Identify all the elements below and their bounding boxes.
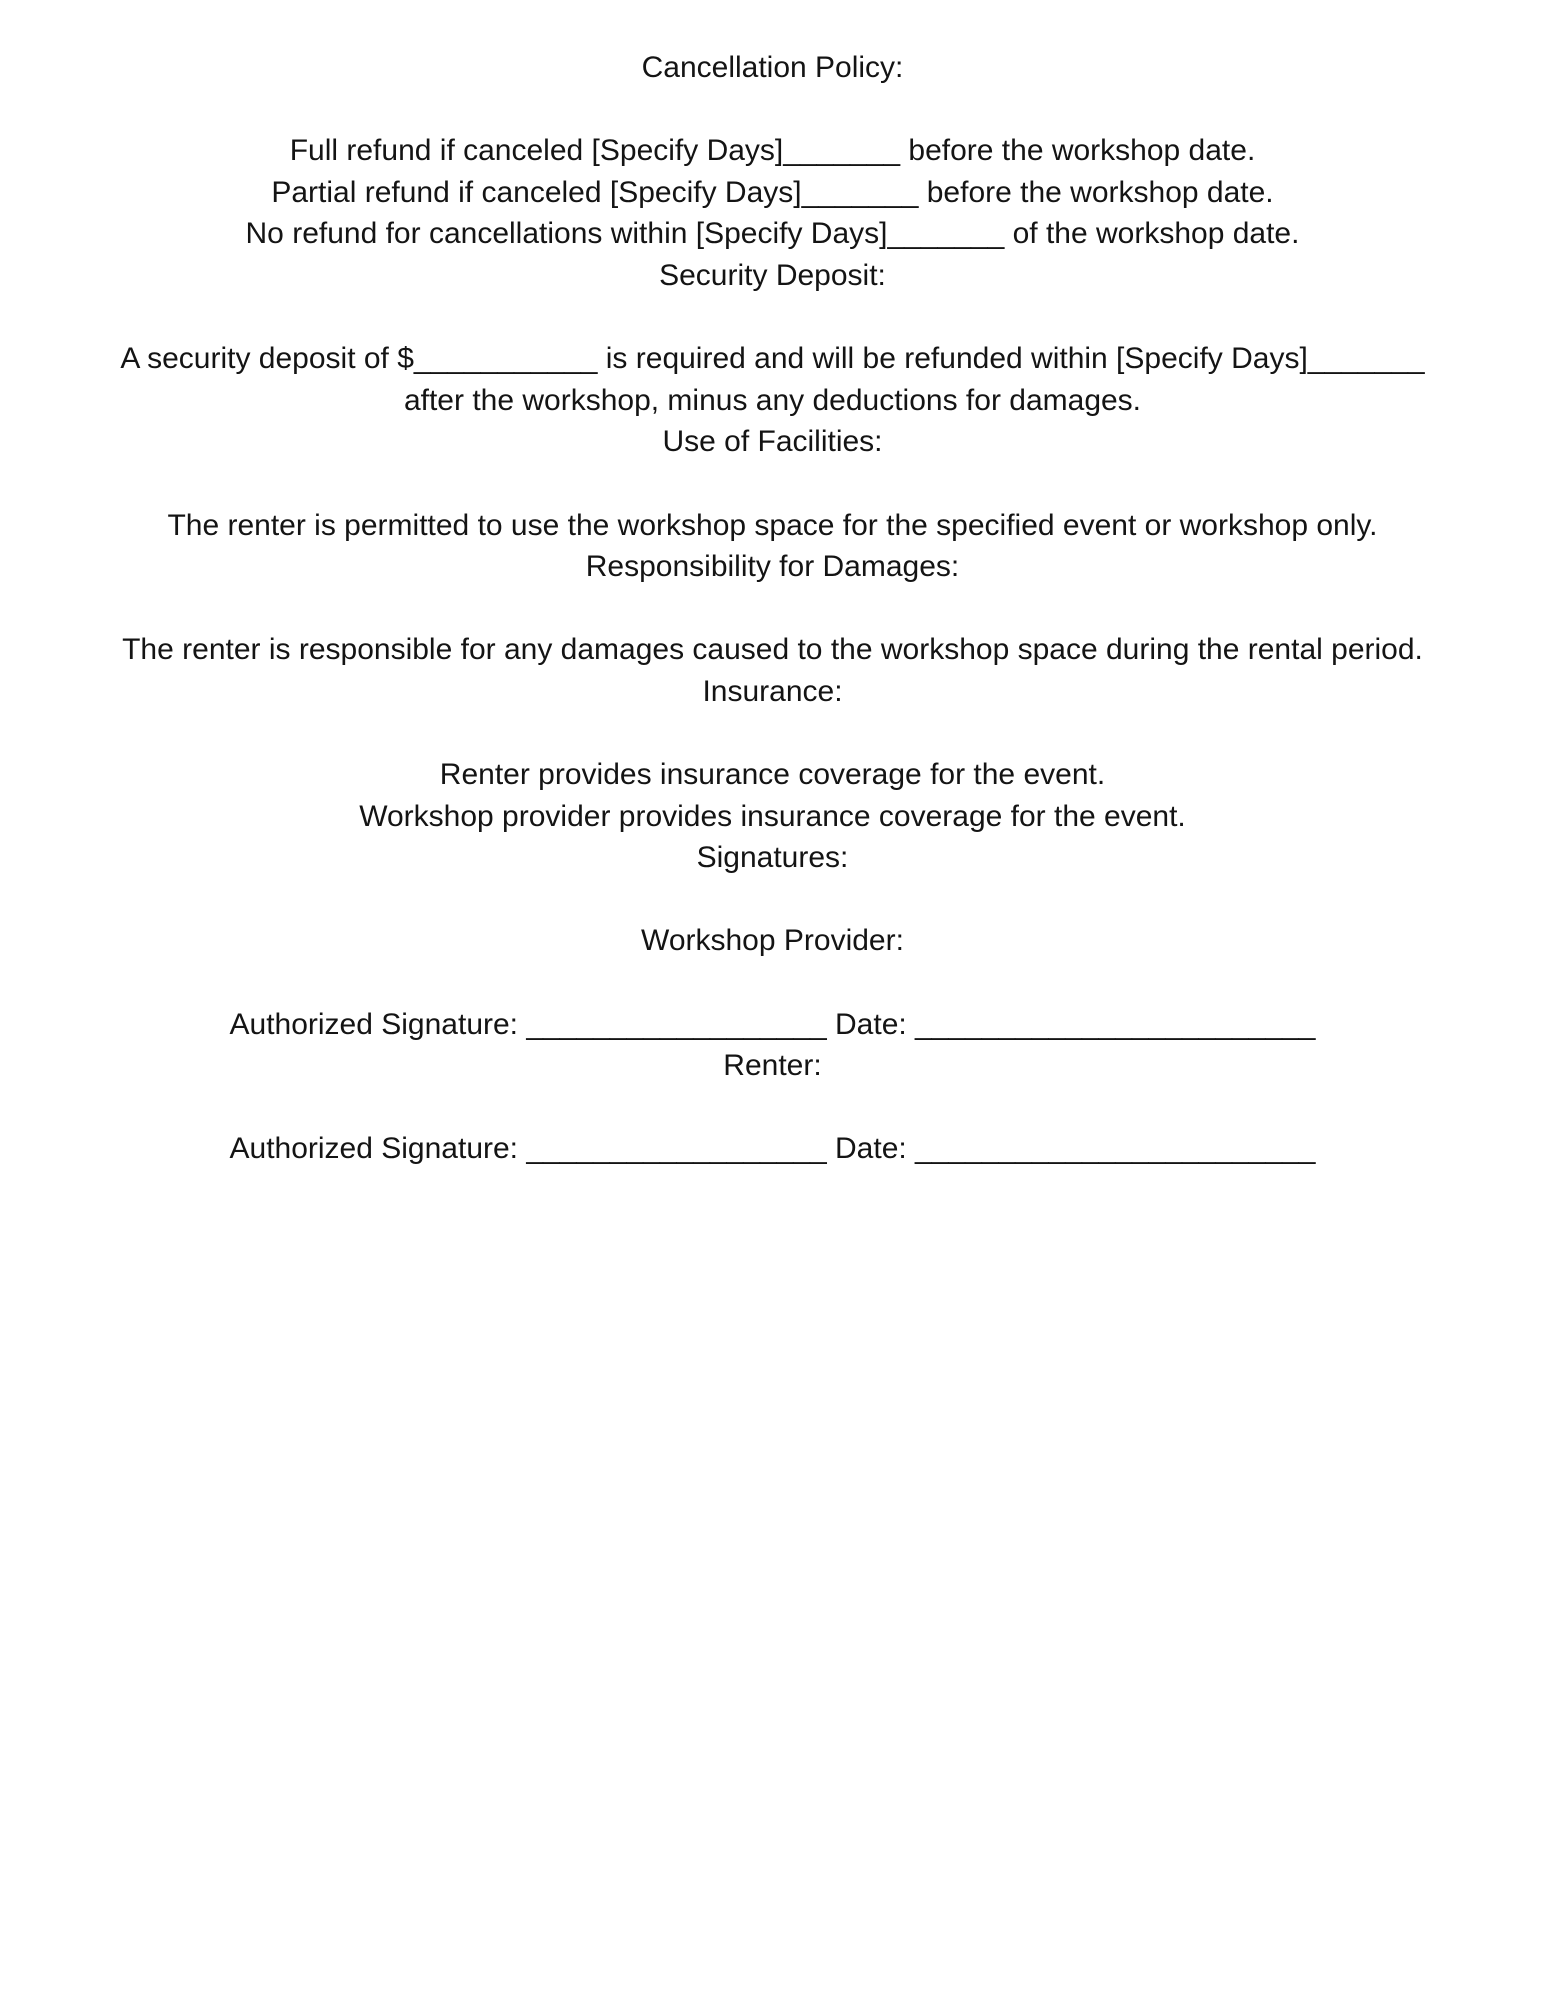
spacer <box>0 588 1545 630</box>
spacer <box>0 1087 1545 1129</box>
security-deposit-text-line1: A security deposit of $___________ is required and will be refunded within [Specify Days]_______ <box>120 342 1425 376</box>
signatures-heading: Signatures: <box>696 841 849 875</box>
security-deposit-heading: Security Deposit: <box>659 258 886 292</box>
provider-label: Workshop Provider: <box>641 924 904 958</box>
use-of-facilities-text: The renter is permitted to use the workshop space for the specified event or workshop only. <box>167 508 1378 542</box>
document-page <box>0 47 1545 1170</box>
insurance-option-provider: Workshop provider provides insurance coverage for the event. <box>359 799 1186 833</box>
spacer <box>0 463 1545 505</box>
full-refund-clause: Full refund if canceled [Specify Days]_______ before the workshop date. <box>289 134 1256 168</box>
insurance-heading: Insurance: <box>702 674 843 708</box>
renter-signature-line: Authorized Signature: __________________ Date: ________________________ <box>229 1132 1316 1166</box>
spacer <box>0 713 1545 755</box>
spacer <box>0 297 1545 339</box>
provider-signature-line: Authorized Signature: __________________ Date: ________________________ <box>229 1007 1316 1041</box>
security-deposit-text-line2: after the workshop, minus any deductions for damages. <box>403 383 1142 417</box>
spacer <box>0 879 1545 921</box>
partial-refund-clause: Partial refund if canceled [Specify Days]_______ before the workshop date. <box>271 175 1274 209</box>
use-of-facilities-heading: Use of Facilities: <box>662 425 883 459</box>
spacer <box>0 962 1545 1004</box>
insurance-option-renter: Renter provides insurance coverage for the event. <box>439 758 1106 792</box>
spacer <box>0 89 1545 131</box>
renter-label: Renter: <box>723 1049 822 1083</box>
damages-text: The renter is responsible for any damages caused to the workshop space during the rental period. <box>122 633 1423 667</box>
cancellation-policy-heading: Cancellation Policy: <box>641 51 904 84</box>
damages-heading: Responsibility for Damages: <box>585 550 960 584</box>
no-refund-clause: No refund for cancellations within [Specify Days]_______ of the workshop date. <box>245 217 1300 251</box>
